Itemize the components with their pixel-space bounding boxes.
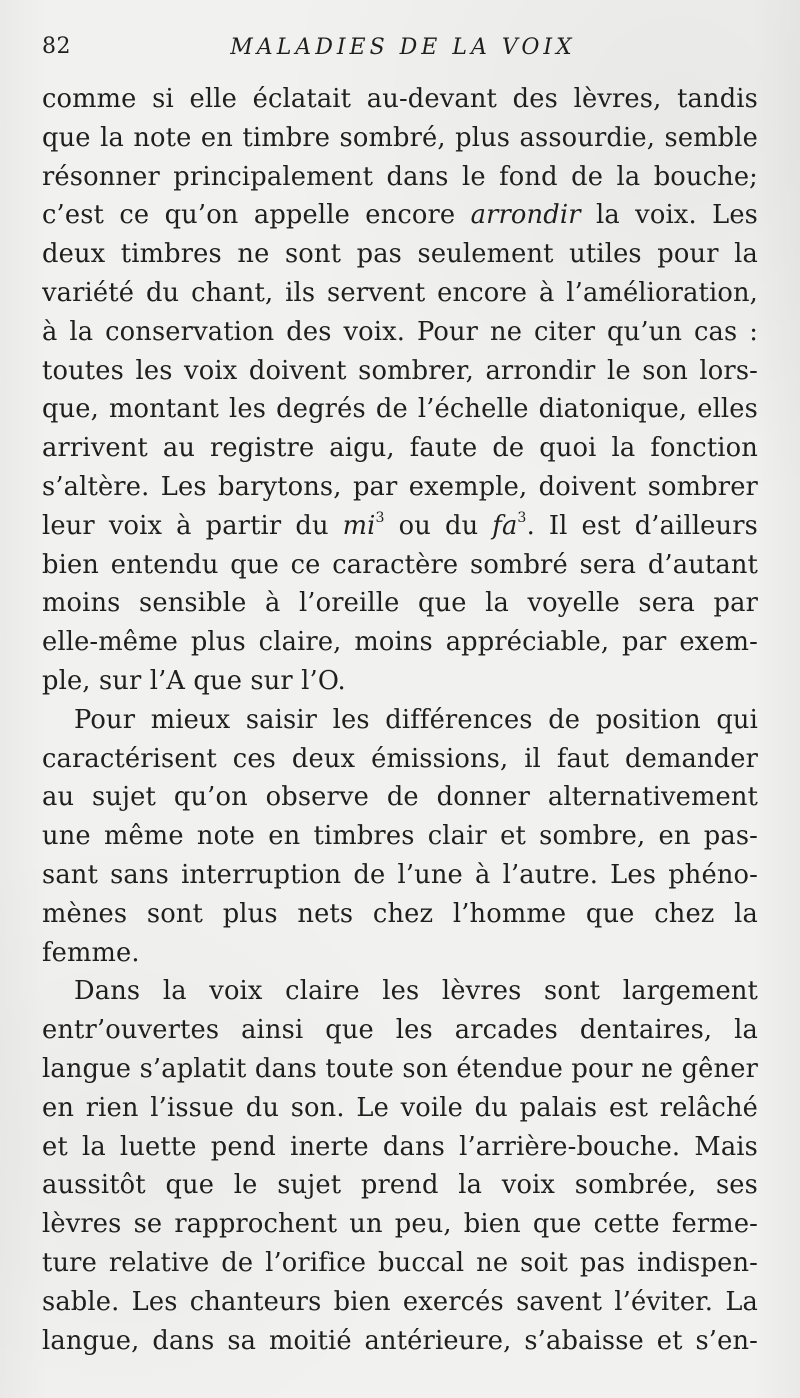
text-segment: leur voix à partir du	[42, 510, 343, 541]
text-segment: . Il est d’ailleurs	[526, 510, 758, 541]
text-line: que, montant les degrés de l’échelle diatonique, elles	[42, 394, 758, 425]
text-line: au sujet qu’on observe de donner alternativement	[42, 782, 758, 813]
text-line: sable. Les chanteurs bien exercés savent l’éviter. La	[42, 1286, 758, 1317]
text-line: aussitôt que le sujet prend la voix sombrée, ses	[42, 1170, 758, 1201]
text-line: à la conservation des voix. Pour ne citer qu’un cas :	[42, 316, 758, 347]
page-header	[42, 30, 748, 70]
running-title: MALADIES DE LA VOIX	[230, 35, 576, 60]
text-line: entr’ouvertes ainsi que les arcades dentaires, la	[42, 1015, 758, 1046]
text-line: une même note en timbres clair et sombre, en pas-	[42, 821, 758, 852]
text-line: et la luette pend inerte dans l’arrière-bouche. Mais	[42, 1131, 758, 1162]
text-line: moins sensible à l’oreille que la voyelle sera par	[42, 588, 758, 619]
text-line: arrivent au registre aigu, faute de quoi la fonction	[42, 433, 758, 464]
text-line: Dans la voix claire les lèvres sont largement	[74, 976, 758, 1007]
page-number: 82	[42, 34, 71, 59]
text-line: que la note en timbre sombré, plus assourdie, semble	[42, 122, 758, 153]
text-line: bien entendu que ce caractère sombré sera d’autant	[42, 549, 758, 580]
text-line: deux timbres ne sont pas seulement utiles pour la	[42, 239, 758, 270]
text-line: elle-même plus claire, moins appréciable, par exem-	[42, 627, 758, 658]
text-segment: ou du	[384, 510, 493, 541]
italic-note: fa	[492, 510, 518, 541]
text-line: s’altère. Les barytons, par exemple, doivent sombrer	[42, 471, 758, 502]
text-line: langue s’aplatit dans toute son étendue pour ne gêner	[42, 1053, 758, 1084]
italic-note: mi	[342, 510, 376, 541]
text-line: Pour mieux saisir les différences de position qui	[74, 704, 758, 735]
text-segment: la voix. Les	[580, 200, 758, 231]
text-line: toutes les voix doivent sombrer, arrondir le son lors-	[42, 355, 758, 386]
superscript: 3	[517, 510, 527, 527]
text-line	[42, 196, 758, 235]
text-line: ple, sur l’A que sur l’O.	[42, 665, 346, 696]
text-line: en rien l’issue du son. Le voile du palais est relâché	[42, 1092, 758, 1123]
text-line: ture relative de l’orifice buccal ne soit pas indispen-	[42, 1247, 758, 1278]
text-line: femme.	[42, 937, 140, 968]
text-line: langue, dans sa moitié antérieure, s’abaisse et s’en-	[42, 1325, 758, 1356]
text-line: résonner principalement dans le fond de la bouche;	[42, 161, 758, 192]
text-line: lèvres se rapprochent un peu, bien que cette ferme-	[42, 1209, 758, 1240]
superscript: 3	[375, 510, 385, 527]
text-line	[42, 507, 758, 546]
text-line: sant sans interruption de l’une à l’autre. Les phéno-	[42, 859, 758, 890]
text-segment: c’est ce qu’on appelle encore	[42, 200, 471, 231]
text-line: mènes sont plus nets chez l’homme que chez la	[42, 898, 758, 929]
text-line: variété du chant, ils servent encore à l’amélioration,	[42, 277, 758, 308]
text-line: comme si elle éclatait au-devant des lèvres, tandis	[42, 84, 758, 114]
body-text	[42, 80, 758, 1360]
italic-word: arrondir	[470, 200, 581, 231]
text-line: caractérisent ces deux émissions, il faut demander	[42, 743, 758, 774]
